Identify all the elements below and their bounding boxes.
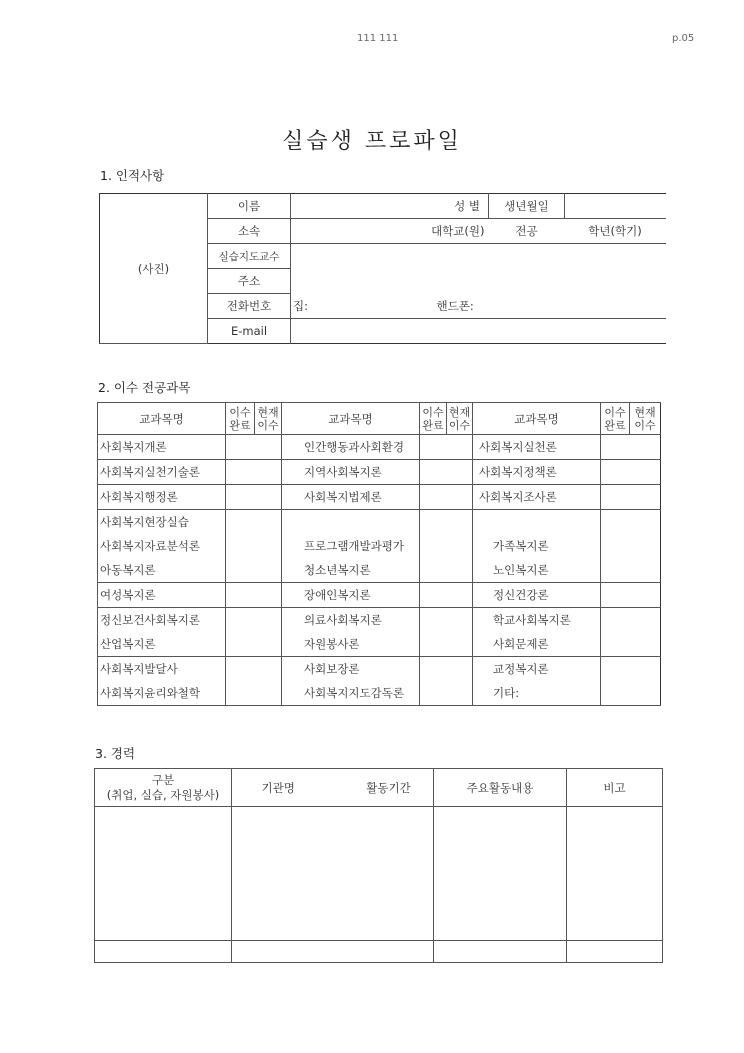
course-check[interactable] [420, 435, 473, 460]
gender-label: 성 별 [391, 194, 489, 219]
course-name: 사회보장론 [282, 657, 420, 682]
home-phone-label: 집: [291, 294, 391, 319]
courses-table [97, 402, 661, 706]
course-name: 사회복지실천기술론 [98, 460, 226, 485]
career-category-cell[interactable] [95, 807, 232, 941]
org-period-header [232, 769, 434, 807]
course-check[interactable] [420, 681, 473, 706]
course-check[interactable] [601, 681, 661, 706]
page-number: p.05 [672, 33, 695, 44]
course-name: 여성복지론 [98, 583, 226, 608]
subject-header: 교과목명 [473, 403, 601, 435]
course-name: 정신건강론 [473, 583, 601, 608]
course-name: 프로그램개발과평가 [282, 534, 420, 558]
course-check[interactable] [420, 558, 473, 583]
course-check[interactable] [420, 657, 473, 682]
course-check[interactable] [601, 460, 661, 485]
course-check[interactable] [226, 632, 282, 657]
birth-value[interactable] [565, 194, 666, 219]
completed-header: 이수 완료 [601, 403, 630, 435]
note-header: 비고 [567, 769, 663, 807]
completed-header: 이수 완료 [420, 403, 447, 435]
career-content-cell[interactable] [434, 941, 567, 963]
career-org-period-cell[interactable] [232, 941, 434, 963]
career-category-cell[interactable] [95, 941, 232, 963]
address-label: 주소 [208, 269, 291, 294]
course-check[interactable] [601, 608, 661, 633]
course-name: 정신보건사회복지론 [98, 608, 226, 633]
course-name: 사회복지개론 [98, 435, 226, 460]
course-name: 가족복지론 [473, 534, 601, 558]
phone-label: 전화번호 [208, 294, 291, 319]
course-check[interactable] [226, 510, 282, 535]
course-check[interactable] [420, 583, 473, 608]
current-header: 현재 이수 [447, 403, 473, 435]
period-header: 활동기간 [366, 780, 411, 795]
subject-header: 교과목명 [98, 403, 226, 435]
course-check[interactable] [601, 632, 661, 657]
course-check[interactable] [601, 657, 661, 682]
name-value[interactable] [291, 194, 391, 219]
course-name: 사회복지자료분석론 [98, 534, 226, 558]
birth-label: 생년월일 [489, 194, 565, 219]
course-check[interactable] [226, 608, 282, 633]
section-courses-heading: 2. 이수 전공과목 [98, 380, 191, 395]
course-name: 지역사회복지론 [282, 460, 420, 485]
course-name: 사회복지윤리와철학 [98, 681, 226, 706]
course-check[interactable] [226, 485, 282, 510]
course-name: 사회복지법제론 [282, 485, 420, 510]
course-check[interactable] [420, 534, 473, 558]
course-name: 교정복지론 [473, 657, 601, 682]
subject-header: 교과목명 [282, 403, 420, 435]
course-name: 아동복지론 [98, 558, 226, 583]
course-name: 사회복지실천론 [473, 435, 601, 460]
career-table [94, 768, 663, 963]
career-content-cell[interactable] [434, 807, 567, 941]
course-name: 청소년복지론 [282, 558, 420, 583]
photo-cell[interactable] [100, 194, 208, 344]
course-check[interactable] [420, 632, 473, 657]
course-name: 사회복지행정론 [98, 485, 226, 510]
page-title: 실습생 프로파일 [282, 129, 462, 154]
current-header: 현재 이수 [630, 403, 661, 435]
category-header: 구분 (취업, 실습, 자원봉사) [95, 769, 232, 807]
empty-cell [282, 510, 420, 535]
name-label: 이름 [208, 194, 291, 219]
course-check[interactable] [226, 583, 282, 608]
course-name: 노인복지론 [473, 558, 601, 583]
major-label: 전공 [489, 219, 565, 244]
course-name: 사회복지정책론 [473, 460, 601, 485]
course-check[interactable] [226, 657, 282, 682]
course-name: 자원봉사론 [282, 632, 420, 657]
course-check[interactable] [420, 460, 473, 485]
org-header: 기관명 [261, 780, 295, 795]
completed-header: 이수 완료 [226, 403, 255, 435]
course-check[interactable] [601, 583, 661, 608]
course-check[interactable] [601, 534, 661, 558]
course-check[interactable] [601, 510, 661, 535]
course-check[interactable] [226, 460, 282, 485]
address-value[interactable] [291, 269, 666, 294]
course-name: 사회복지현장실습 [98, 510, 226, 535]
course-check[interactable] [226, 534, 282, 558]
section-career-heading: 3. 경력 [95, 746, 136, 761]
course-check[interactable] [420, 485, 473, 510]
content-header: 주요활동내용 [434, 769, 567, 807]
course-check[interactable] [226, 435, 282, 460]
personal-info-table [99, 193, 666, 344]
course-name: 의료사회복지론 [282, 608, 420, 633]
course-name: 사회문제론 [473, 632, 601, 657]
email-label: E-mail [208, 319, 291, 344]
course-name: 장애인복지론 [282, 583, 420, 608]
section-personal-info-heading: 1. 인적사항 [100, 168, 165, 183]
course-check[interactable] [601, 485, 661, 510]
course-name: 학교사회복지론 [473, 608, 601, 633]
mobile-phone-label: 핸드폰: [391, 294, 666, 319]
career-note-cell[interactable] [567, 941, 663, 963]
course-check[interactable] [601, 435, 661, 460]
current-header: 현재 이수 [255, 403, 282, 435]
course-check[interactable] [420, 608, 473, 633]
course-check[interactable] [601, 558, 661, 583]
affiliation-label: 소속 [208, 219, 291, 244]
course-check[interactable] [226, 558, 282, 583]
photo-label: (사진) [137, 261, 170, 276]
email-value[interactable] [291, 319, 666, 344]
course-name: 산업복지론 [98, 632, 226, 657]
career-note-cell[interactable] [567, 807, 663, 941]
supervisor-label: 실습지도교수 [208, 244, 291, 269]
course-check[interactable] [420, 510, 473, 535]
course-name: 사회복지발달사 [98, 657, 226, 682]
affiliation-value[interactable] [291, 219, 391, 244]
course-name: 사회복지지도감독론 [282, 681, 420, 706]
career-org-period-cell[interactable] [232, 807, 434, 941]
empty-cell [473, 510, 601, 535]
university-label: 대학교(원) [391, 219, 489, 244]
grade-label: 학년(학기) [565, 219, 666, 244]
supervisor-value[interactable] [291, 244, 666, 269]
fax-header-number: 111 111 [357, 33, 399, 44]
course-name[interactable]: 기타: [473, 681, 601, 706]
course-name: 사회복지조사론 [473, 485, 601, 510]
course-check[interactable] [226, 681, 282, 706]
course-name: 인간행동과사회환경 [282, 435, 420, 460]
